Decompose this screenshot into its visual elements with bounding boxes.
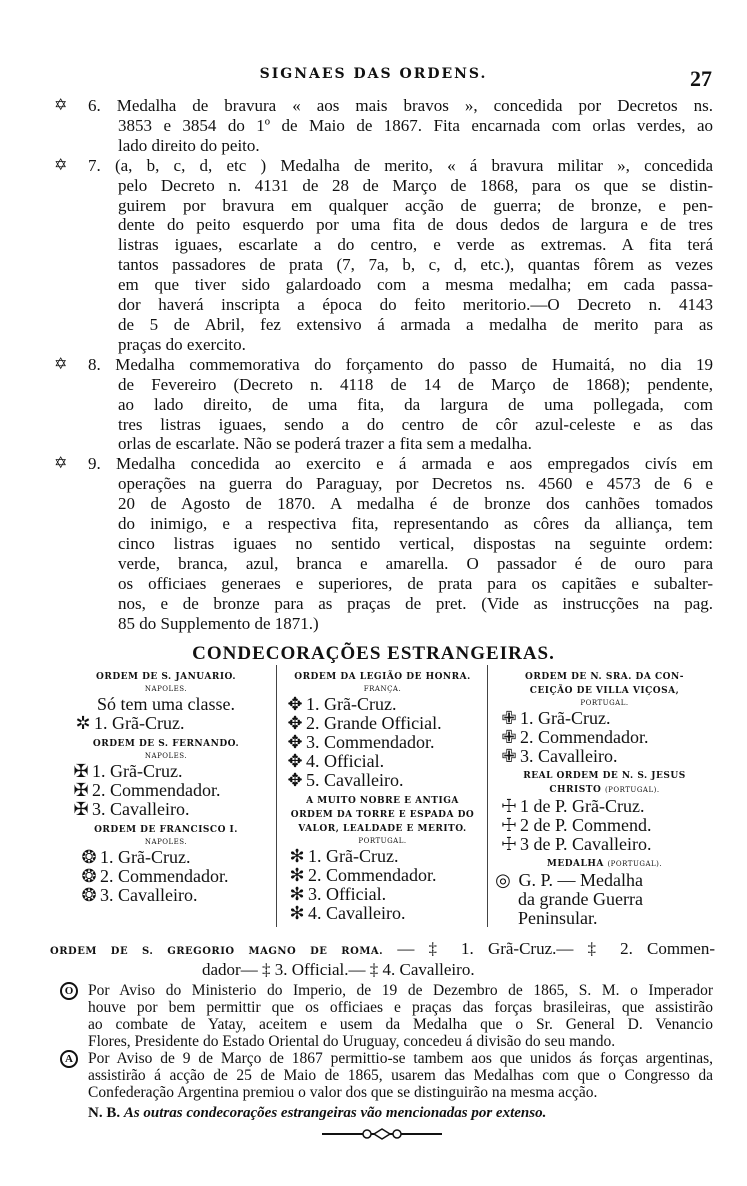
text-line: orlas de escarlate. Não se poderá trazer a fita sem a medalha. bbox=[118, 434, 532, 454]
grade-label: 3. Cavalleiro. bbox=[520, 746, 618, 766]
text-line: dador— ‡ 3. Official.— ‡ 4. Cavalleiro. bbox=[202, 960, 475, 979]
order-title: ORDEM DA LEGIÃO DE HONRA. bbox=[294, 672, 471, 682]
order-title-line: ORDEM DA TORRE E ESPADA DO bbox=[290, 810, 475, 820]
grade-list bbox=[492, 709, 717, 766]
text-line: houve por bem permittir que os officiaes e praças das forças brasileiras, que assistirão bbox=[88, 999, 713, 1016]
text-line: assistirão á acção de 25 de Maio de 1865, usarem das Medalhas com que o Congresso da bbox=[88, 1067, 713, 1084]
ring-medal-icon: ◎ bbox=[495, 870, 511, 890]
grade-label: 3. Commendador. bbox=[306, 732, 435, 752]
grade-line bbox=[60, 848, 272, 867]
grade-label: 5. Cavalleiro. bbox=[306, 770, 404, 790]
medal-item bbox=[54, 96, 713, 156]
medal-item bbox=[54, 454, 713, 633]
legion-star-icon: ✥ bbox=[287, 751, 303, 771]
grade-list bbox=[280, 847, 485, 923]
grade-label: 1. Grã-Cruz. bbox=[92, 761, 183, 781]
nota-bene: N. B. As outras condecorações estrangeiras vão mencionadas por extenso. bbox=[88, 1105, 547, 1121]
text-line: 3853 e 3854 do 1º de Maio de 1867. Fita encarnada com orlas verdes, ao bbox=[118, 115, 713, 135]
order-place: FRANÇA. bbox=[363, 685, 402, 693]
text-line: dente do peito esquerdo por uma fita de dous dedos de largura e de tres bbox=[118, 215, 713, 235]
grade-label: 1. Grã-Cruz. bbox=[100, 847, 191, 867]
text-line: operações na guerra do Paraguay, por Decretos ns. 4560 e 4573 de 6 e bbox=[118, 474, 713, 494]
grade-line bbox=[492, 747, 717, 766]
grade-label: 2. Commendador. bbox=[92, 780, 221, 800]
section-title: CONDECORAÇÕES ESTRANGEIRAS. bbox=[192, 643, 555, 664]
legion-star-icon: ✥ bbox=[287, 713, 303, 733]
star-icon: ✡ bbox=[54, 455, 68, 473]
christ-cross-icon: ☩ bbox=[500, 815, 518, 835]
text-line: 20 de Agosto de 1870. A medalha é de bronze dos canhões tomados bbox=[118, 494, 713, 514]
grade-line bbox=[492, 728, 717, 747]
footnote bbox=[58, 982, 713, 1050]
gregorio-order bbox=[50, 938, 715, 980]
grade-label: 4. Official. bbox=[306, 751, 385, 771]
torre-star-icon: ✻ bbox=[289, 884, 305, 904]
grade-line bbox=[280, 885, 485, 904]
grade-line bbox=[280, 847, 485, 866]
rosette-medal-icon: ❂ bbox=[81, 866, 97, 886]
maltese-cross-icon: ✠ bbox=[73, 799, 89, 819]
text-line: 85 do Supplemento de 1871.) bbox=[118, 613, 319, 633]
order-place: PORTUGAL. bbox=[358, 837, 407, 845]
running-title: SIGNAES DAS ORDENS. bbox=[259, 66, 488, 82]
text-line: tantos passadores de prata (7, 7a, b, c, d, etc.), quantas fôrem as vezes bbox=[118, 255, 713, 275]
legion-star-icon: ✥ bbox=[287, 770, 303, 790]
cross-icon: ✙ bbox=[501, 727, 517, 747]
cross-icon: ✙ bbox=[501, 708, 517, 728]
text-line: Flores, Presidente do Estado Oriental do Uruguay, concedeu á divisão do seu mando. bbox=[88, 1033, 616, 1050]
order-place: PORTUGAL. bbox=[580, 699, 629, 707]
order-note: Só tem uma classe. bbox=[97, 694, 235, 714]
medal-list bbox=[54, 96, 713, 633]
grade-list bbox=[280, 695, 485, 790]
order-title: ORDEM DE S. JANUARIO. bbox=[96, 672, 236, 682]
star-cross-icon: ✲ bbox=[75, 713, 91, 733]
grade-line bbox=[280, 714, 485, 733]
grade-label: 1. Grã-Cruz. bbox=[520, 708, 611, 728]
cross-icon: ✙ bbox=[501, 746, 517, 766]
grade-line bbox=[280, 695, 485, 714]
text-line: ao lado direito, de uma fita, da largura de uma pollegada, com bbox=[118, 394, 713, 414]
text-line: 7. (a, b, c, d, etc ) Medalha de merito, « á bravura militar », concedida bbox=[88, 155, 713, 175]
order-place: NAPOLES. bbox=[144, 685, 188, 693]
grade-line bbox=[60, 762, 272, 781]
text-line: Por Aviso do Ministerio do Imperio, de 19 de Dezembro de 1865, S. M. o Imperador bbox=[88, 982, 713, 999]
column-divider bbox=[276, 665, 277, 927]
text-line: de Fevereiro (Decreto n. 4118 de 14 de Março de 1868); pendente, bbox=[118, 374, 713, 394]
grade-label: 2. Grande Official. bbox=[306, 713, 442, 733]
text-line: em que tiver sido galardoado com a mesma medalha; em cada passa- bbox=[118, 275, 713, 295]
grade-list bbox=[60, 848, 272, 905]
text-line: verde, branca, azul, branca e amarella. O passador é de ouro para bbox=[118, 553, 713, 573]
text-line: ORDEM DE S. GREGORIO MAGNO DE ROMA. — ‡ 1. Grã-Cruz.— ‡ 2. Commen- bbox=[50, 939, 716, 958]
medal-item bbox=[54, 155, 713, 355]
text-line: praças do exercito. bbox=[118, 334, 246, 354]
grade-label: 2. Commendador. bbox=[520, 727, 649, 747]
ornament-divider-icon bbox=[322, 1127, 442, 1141]
torre-star-icon: ✻ bbox=[289, 846, 305, 866]
footnote bbox=[58, 1050, 713, 1101]
text-line: guirem por bravura em qualquer acção de guerra; de bronze, e pen- bbox=[118, 195, 713, 215]
grade-label: 1 de P. Grã-Cruz. bbox=[520, 796, 645, 816]
medal-line: ◎ G. P. — Medalha bbox=[492, 871, 717, 890]
text-line: dor haverá inscripta a época do feito meritorio.—O Decreto n. 4143 bbox=[118, 295, 713, 315]
grade-line: ✲ 1. Grã-Cruz. bbox=[60, 714, 272, 733]
maltese-cross-icon: ✠ bbox=[73, 761, 89, 781]
medal-item bbox=[54, 354, 713, 455]
text-line: 9. Medalha concedida ao exercito e á armada e aos empregados civís em bbox=[88, 454, 713, 474]
medal-line: da grande Guerra bbox=[518, 889, 643, 909]
text-line: tres listras iguaes, sendo a do centro de côr azul-celeste e as das bbox=[118, 414, 713, 434]
bottom-section bbox=[50, 938, 715, 1141]
christ-cross-icon: ☩ bbox=[500, 796, 518, 816]
rosette-medal-icon: ❂ bbox=[81, 847, 97, 867]
text-line: 8. Medalha commemorativa do forçamento do passo de Humaitá, no dia 19 bbox=[88, 354, 713, 374]
grade-line bbox=[60, 781, 272, 800]
text-line: listras iguaes, escarlate a do centro, e verde as extremas. A fita terá bbox=[118, 235, 713, 255]
grade-line bbox=[280, 771, 485, 790]
circled-letter-icon: O bbox=[60, 982, 78, 1000]
grade-line bbox=[60, 886, 272, 905]
order-title-line: CHRISTO (PORTUGAL). bbox=[549, 785, 660, 795]
order-title-line: ORDEM DE N. SRA. DA CON- bbox=[525, 672, 684, 682]
text-line: nos, e de bronze para as praças de pret. (Vide as instrucções na pag. bbox=[118, 593, 713, 613]
rosette-medal-icon: ❂ bbox=[81, 885, 97, 905]
text-line: ao combate de Yatay, aceitem e usem da Medalha que o Sr. General D. Venancio bbox=[88, 1016, 713, 1033]
star-icon: ✡ bbox=[54, 355, 68, 373]
grade-label: 2. Commendador. bbox=[308, 865, 437, 885]
text-line: cinco listras iguaes no sentido vertical, dispostas na seguinte ordem: bbox=[118, 533, 713, 553]
text-line: de 5 de Abril, fez extensivo á armada a medalha de merito para as bbox=[118, 314, 713, 334]
text-line: 6. Medalha de bravura « aos mais bravos », concedida por Decretos ns. bbox=[88, 96, 713, 115]
column-napoles bbox=[60, 670, 272, 905]
grade-label: 3. Official. bbox=[308, 884, 387, 904]
grade-list bbox=[492, 797, 717, 854]
star-icon: ✡ bbox=[54, 97, 68, 114]
grade-line bbox=[492, 709, 717, 728]
grade-line bbox=[280, 752, 485, 771]
column-portugal bbox=[492, 670, 717, 928]
order-title: ORDEM DE S. FERNANDO. bbox=[92, 739, 240, 749]
order-title-line: MEDALHA (PORTUGAL). bbox=[546, 859, 663, 869]
grade-line bbox=[492, 797, 717, 816]
medal-description bbox=[492, 871, 717, 928]
christ-cross-icon: ☩ bbox=[500, 834, 518, 854]
legion-star-icon: ✥ bbox=[287, 694, 303, 714]
text-line: os officiaes generaes e superiores, de prata para os capitães e subalter- bbox=[118, 573, 713, 593]
column-france-portugal bbox=[280, 670, 485, 923]
circled-letter-icon: A bbox=[60, 1050, 78, 1068]
medal-line: Peninsular. bbox=[518, 908, 598, 928]
grade-label: 2 de P. Commend. bbox=[520, 815, 652, 835]
order-title-line: VALOR, LEALDADE E MERITO. bbox=[298, 824, 467, 834]
footnotes bbox=[58, 982, 713, 1101]
grade-list bbox=[60, 762, 272, 819]
grade-label: 2. Commendador. bbox=[100, 866, 229, 886]
grade-line bbox=[280, 733, 485, 752]
grade-line bbox=[280, 904, 485, 923]
order-title-line: A MUITO NOBRE E ANTIGA bbox=[306, 796, 459, 806]
torre-star-icon: ✻ bbox=[289, 865, 305, 885]
grade-label: 3 de P. Cavalleiro. bbox=[520, 834, 652, 854]
grade-label: 3. Cavalleiro. bbox=[100, 885, 198, 905]
torre-star-icon: ✻ bbox=[289, 903, 305, 923]
page-number: 27 bbox=[690, 66, 712, 91]
column-divider bbox=[487, 665, 488, 927]
text-line: do inimigo, e a respectiva fita, representando as côres da alliança, tem bbox=[118, 514, 713, 534]
grade-line bbox=[492, 816, 717, 835]
grade-label: 4. Cavalleiro. bbox=[308, 903, 406, 923]
legion-star-icon: ✥ bbox=[287, 732, 303, 752]
grade-line bbox=[492, 835, 717, 854]
order-place: NAPOLES. bbox=[144, 752, 188, 760]
grade-line bbox=[280, 866, 485, 885]
text-line: pelo Decreto n. 4131 de 28 de Março de 1868, para os que se distin- bbox=[118, 175, 713, 195]
maltese-cross-icon: ✠ bbox=[73, 780, 89, 800]
text-line: Confederação Argentina premiou o valor dos que se distinguirão na mesma acção. bbox=[88, 1084, 598, 1101]
grade-label: 1. Grã-Cruz. bbox=[306, 694, 397, 714]
grade-label: 3. Cavalleiro. bbox=[92, 799, 190, 819]
grade-line bbox=[60, 800, 272, 819]
order-title: REAL ORDEM DE N. S. JESUS bbox=[523, 771, 686, 781]
text-line: lado direito do peito. bbox=[118, 135, 260, 155]
order-place: NAPOLES. bbox=[144, 838, 188, 846]
grade-label: 1. Grã-Cruz. bbox=[308, 846, 399, 866]
order-title-line: CEIÇÃO DE VILLA VIÇOSA, bbox=[529, 686, 680, 696]
text-line: Por Aviso de 9 de Março de 1867 permittio-se tambem aos que unidos ás forças argentinas, bbox=[88, 1050, 713, 1067]
order-title: ORDEM DE FRANCISCO I. bbox=[94, 825, 238, 835]
star-icon: ✡ bbox=[54, 156, 68, 174]
grade-line bbox=[60, 867, 272, 886]
